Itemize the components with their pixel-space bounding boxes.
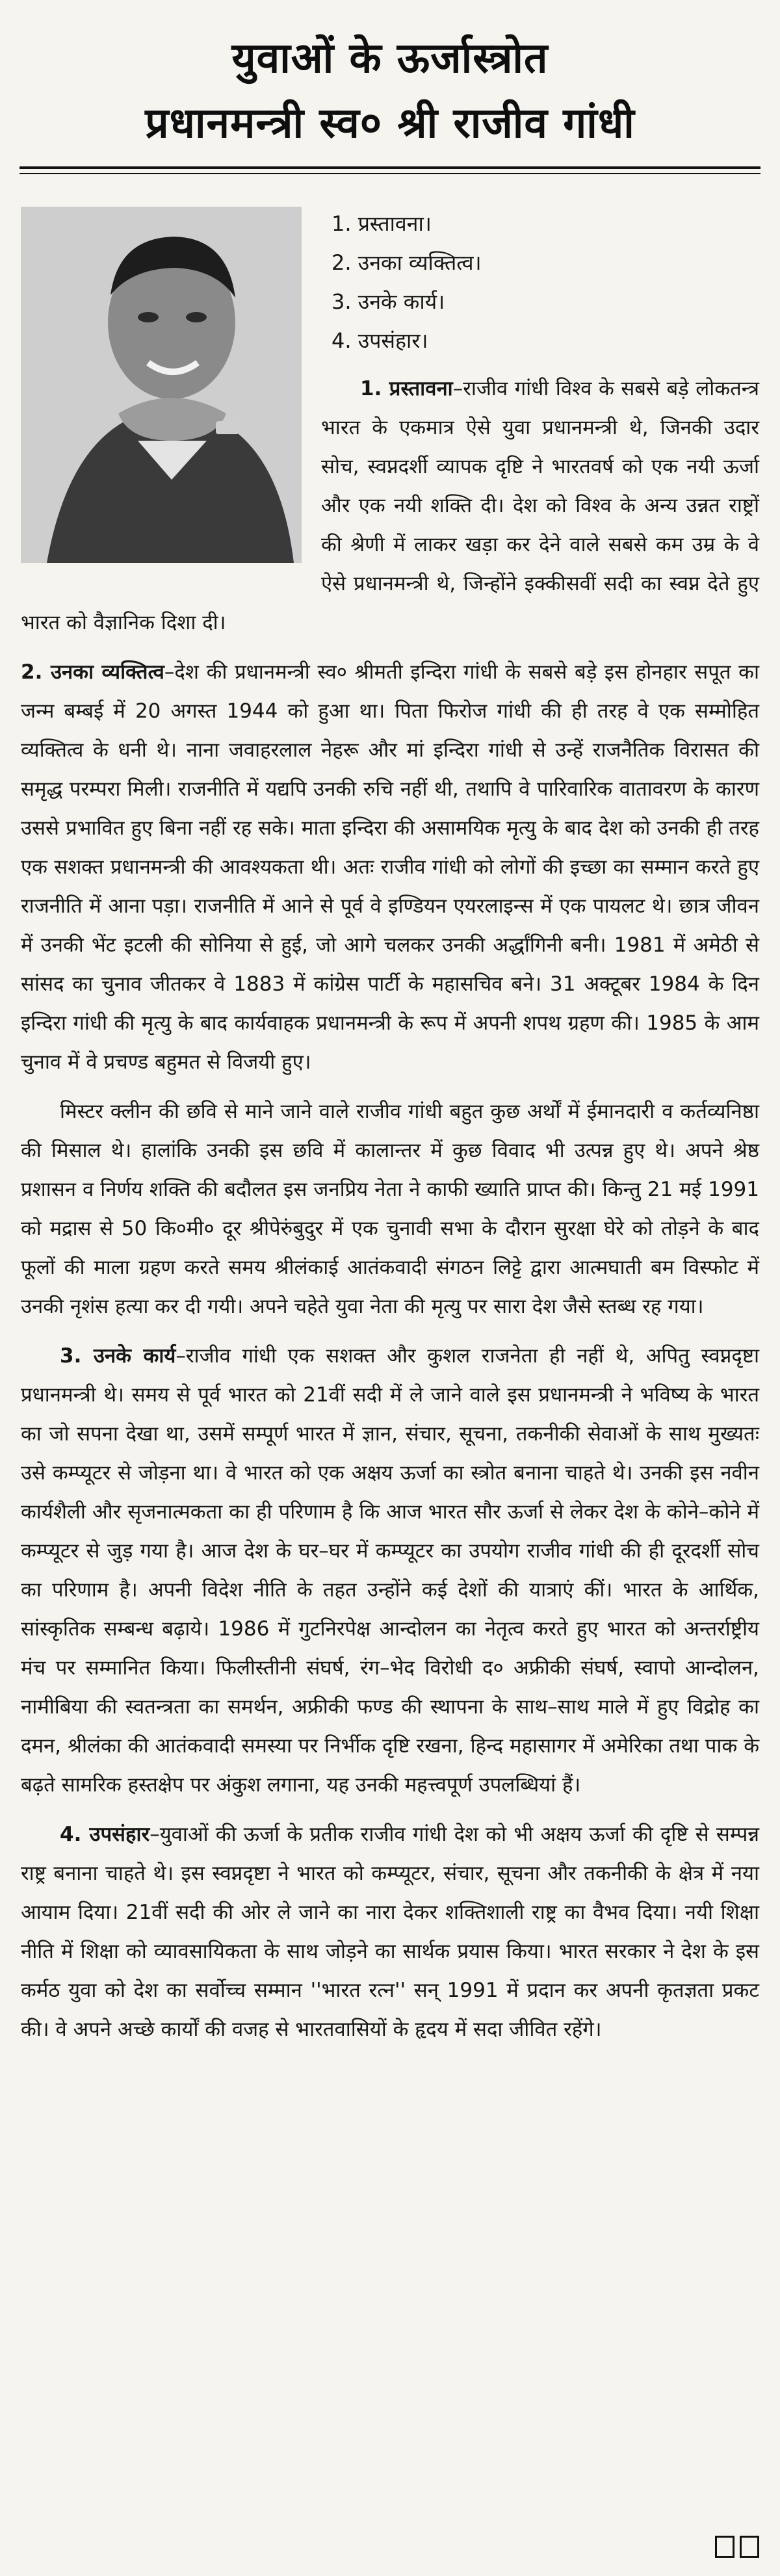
- title-rule-thin: [20, 173, 760, 174]
- essay-body: [21, 369, 759, 2059]
- section-works: [21, 1336, 759, 1804]
- section-text: –राजीव गांधी विश्व के सबसे बड़े लोकतन्त्र भारत के एकमात्र ऐसे युवा प्रधानमन्त्री थे, जिनकी उदार सोच, स्वप्नदर्शी व्यापक दृष्टि ने भारतवर्ष को एक नयी ऊर्जा और एक नयी शक्ति दी। देश को विश्व के अन्य उन्नत राष्ट्रों की श्रेणी में लाकर खड़ा कर देने वाले सबसे कम उम्र के वे ऐसे प्रधानमन्त्री थे, जिन्होंने इक्कीसवीं सदी का स्वप्न देते हुए भारत को वैज्ञानिक दिशा दी।: [21, 377, 759, 634]
- section-text: मिस्टर क्लीन की छवि से माने जाने वाले राजीव गांधी बहुत कुछ अर्थों में ईमानदारी व कर्तव्यनिष्ठा की मिसाल थे। हालांकि उनकी इस छवि में कालान्तर में कुछ विवाद भी उत्पन्न हुए थे। अपने श्रेष्ठ प्रशासन व निर्णय शक्ति की बदौलत इस जनप्रिय नेता ने काफी ख्याति प्राप्त की। किन्तु 21 मई 1991 को मद्रास से 50 कि०मी० दूर श्रीपेरुंबुदुर में एक चुनावी सभा के दौरान सुरक्षा घेरे को तोड़ने के बाद फूलों की माला ग्रहण करते समय श्रीलंकाई आतंकवादी संगठन लिट्टे द्वारा आत्मघाती बम विस्फोट में उनकी नृशंस हत्या कर दी गयी। अपने चहेते युवा नेता की मृत्यु पर सारा देश जैसे स्तब्ध रह गया।: [21, 1100, 759, 1318]
- title-rule-thick: [20, 166, 760, 169]
- section-text: –युवाओं की ऊर्जा के प्रतीक राजीव गांधी देश को भी अक्षय ऊर्जा की दृष्टि से सम्पन्न राष्ट्र बनाना चाहते थे। इस स्वप्नदृष्टा ने भारत को कम्प्यूटर, संचार, सूचना और तकनीकी के क्षेत्र में नया आयाम दिया। 21वीं सदी की ओर ले जाने का नारा देकर शक्तिशाली राष्ट्र का वैभव दिया। नयी शिक्षा नीति में शिक्षा को व्यावसायिकता के साथ जोड़ने का सार्थक प्रयास किया। भारत सरकार ने देश के इस कर्मठ युवा को देश का सर्वोच्च सम्मान ''भारत रत्न'' सन् 1991 में प्रदान कर अपनी कृतज्ञता प्रकट की। वे अपने अच्छे कार्यों की वजह से भारतवासियों के हृदय में सदा जीवित रहेंगे।: [21, 1823, 759, 2041]
- outline-item: 1. प्रस्तावना।: [332, 211, 432, 236]
- outline-item: 3. उनके कार्य।: [332, 289, 445, 314]
- section-heading: 2. उनका व्यक्तित्व: [21, 660, 164, 684]
- section-heading: 4. उपसंहार: [60, 1823, 150, 1846]
- end-mark-box: [740, 2536, 759, 2558]
- page-title: युवाओं के ऊर्जास्त्रोत: [231, 34, 549, 83]
- end-of-article-marks: [715, 2536, 759, 2558]
- outline-item: 2. उनका व्यक्तित्व।: [332, 250, 482, 275]
- section-personality-continued: [21, 1092, 759, 1326]
- section-heading: 3. उनके कार्य: [60, 1344, 176, 1368]
- section-text: –राजीव गांधी एक सशक्त और कुशल राजनेता ही नहीं थे, अपितु स्वप्नदृष्टा प्रधानमन्त्री थे। समय से पूर्व भारत को 21वीं सदी में ले जाने वाले इस प्रधानमन्त्री ने भविष्य के भारत का जो सपना देखा था, उसमें सम्पूर्ण भारत में ज्ञान, संचार, सूचना, तकनीकी सेवाओं के साथ मुख्यतः उसे कम्प्यूटर से जोड़ना था। वे भारत को एक अक्षय ऊर्जा का स्त्रोत बनाना चाहते थे। उनकी इस नवीन कार्यशैली और सृजनात्मकता का ही परिणाम है कि आज भारत सौर ऊर्जा से लेकर देश के कोने–कोने में कम्प्यूटर से जुड़ गया है। आज देश के घर–घर में कम्प्यूटर का उपयोग राजीव गांधी की ही दूरदर्शी सोच का परिणाम है। अपनी विदेश नीति के तहत उन्होंने कई देशों की यात्राएं कीं। भारत के आर्थिक, सांस्कृतिक सम्बन्ध बढ़ाये। 1986 में गुटनिरपेक्ष आन्दोलन का नेतृत्व करते हुए भारत को अन्तर्राष्ट्रीय मंच पर सम्मानित किया। फिलीस्तीनी संघर्ष, रंग–भेद विरोधी द० अफ्रीकी संघर्ष, स्वापो आन्दोलन, नामीबिया की स्वतन्त्रता का समर्थन, अफ्रीकी फण्ड की स्थापना के साथ–साथ माले में हुए विद्रोह का दमन, श्रीलंका की आतंकवादी समस्या पर निर्भीक दृष्टि रखना, हिन्द महासागर में अमेरिका तथा पाक के बढ़ते सामरिक हस्तक्षेप पर अंकुश लगाना, यह उनकी महत्त्वपूर्ण उपलब्धियां हैं।: [21, 1344, 759, 1797]
- outline-item: 4. उपसंहार।: [332, 328, 428, 353]
- section-personality: [21, 653, 759, 1082]
- section-conclusion: [21, 1815, 759, 2049]
- end-mark-box: [715, 2536, 734, 2558]
- section-text: –देश की प्रधानमन्त्री स्व० श्रीमती इन्दिरा गांधी के सबसे बड़े इस होनहार सपूत का जन्म बम्बई में 20 अगस्त 1944 को हुआ था। पिता फिरोज गांधी की ही तरह वे एक सम्मोहित व्यक्तित्व के धनी थे। नाना जवाहरलाल नेहरू और मां इन्दिरा गांधी से उन्हें राजनैतिक विरासत की समृद्ध परम्परा मिली। राजनीति में यद्यपि उनकी रुचि नहीं थी, तथापि वे पारिवारिक वातावरण के कारण उससे प्रभावित हुए बिना नहीं रह सके। माता इन्दिरा की असामयिक मृत्यु के बाद देश को उनकी ही तरह एक सशक्त प्रधानमन्त्री की आवश्यकता थी। अतः राजीव गांधी को लोगों की इच्छा का सम्मान करते हुए राजनीति में आना पड़ा। राजनीति में आने से पूर्व वे इण्डियन एयरलाइन्स में एक पायलट थे। छात्र जीवन में उनकी भेंट इटली की सोनिया से हुई, जो आगे चलकर उनकी अर्द्धांगिनी बनी। 1981 में अमेठी से सांसद का चुनाव जीतकर वे 1883 में कांग्रेस पार्टी के महासचिव बने। 31 अक्टूबर 1984 के दिन इन्दिरा गांधी की मृत्यु के बाद कार्यवाहक प्रधानमन्त्री के रूप में अपनी शपथ ग्रहण की। 1985 के आम चुनाव में वे प्रचण्ड बहुमत से विजयी हुए।: [21, 660, 759, 1074]
- page-subtitle: प्रधानमन्त्री स्व० श्री राजीव गांधी: [145, 99, 635, 148]
- photo-wrap-space: [21, 369, 321, 567]
- title-block: [0, 0, 780, 156]
- section-heading: 1. प्रस्तावना: [360, 377, 453, 400]
- outline-list: [332, 204, 734, 360]
